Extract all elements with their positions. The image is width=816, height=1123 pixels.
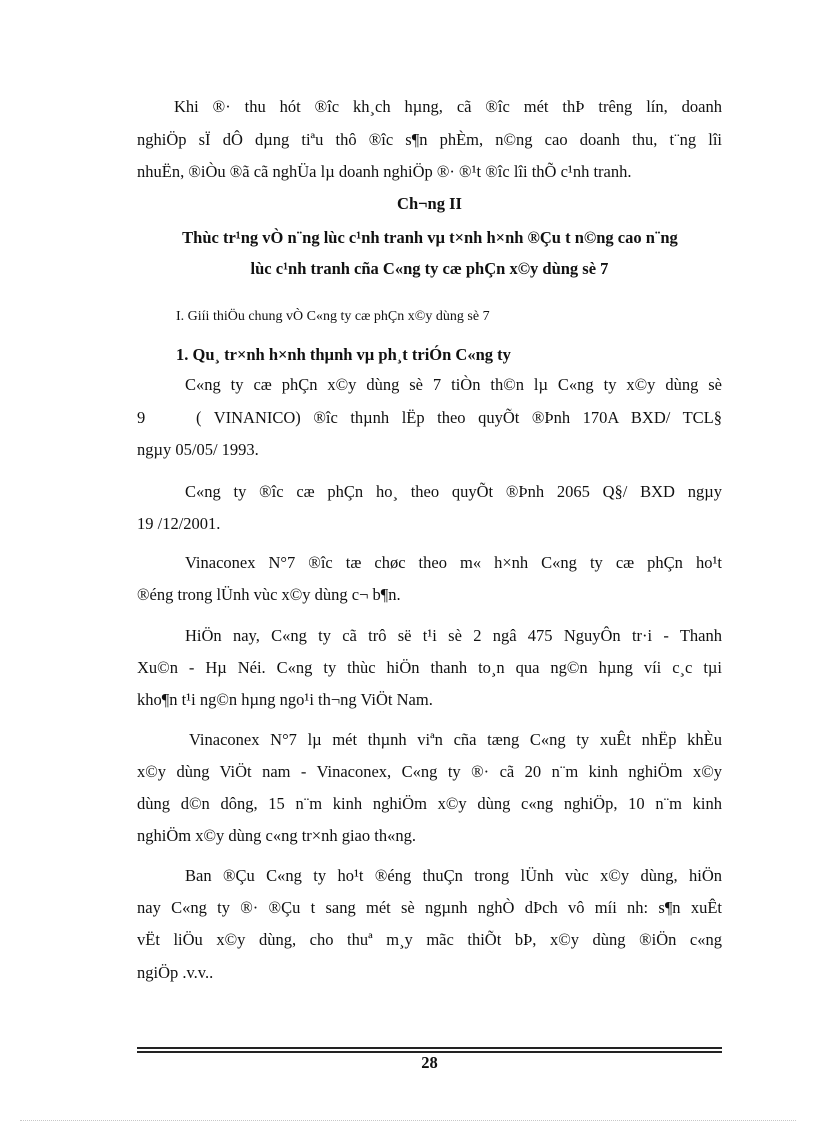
paragraph-1-line-2: nghiÖp sÏ dÔ dµng tiªu thô ®îc s¶n phÈm, n©ng cao doanh thu, t¨ng lîi: [137, 130, 722, 149]
paragraph-5-line-3: kho¶n t¹i ng©n hµng ngo¹i th¬ng ViÖt Nam.: [137, 690, 433, 709]
section-heading: I. Giíi thiÖu chung vÒ C«ng ty cæ phÇn x©y dùng sè 7: [176, 309, 490, 324]
paragraph-2-line-3: ngµy 05/05/ 1993.: [137, 440, 259, 459]
paragraph-2-line-1: C«ng ty cæ phÇn x©y dùng sè 7 tiÒn th©n lµ C«ng ty x©y dùng sè: [185, 375, 722, 394]
paragraph-6-line-4: nghiÖm x©y dùng c«ng tr×nh giao th«ng.: [137, 826, 416, 845]
paragraph-5-line-1: HiÖn nay, C«ng ty cã trô së t¹i sè 2 ngâ 475 NguyÔn tr·i - Thanh: [185, 626, 722, 645]
paragraph-2-line-2-number: 9: [137, 408, 146, 427]
page-number: 28: [421, 1053, 438, 1072]
paragraph-7-line-1: Ban ®Çu C«ng ty ho¹t ®éng thuÇn trong lÜnh vùc x©y dùng, hiÖn: [185, 866, 722, 885]
chapter-label: Ch¬ng II: [397, 194, 462, 213]
chapter-title-line-2: lùc c¹nh tranh cña C«ng ty cæ phÇn x©y dùng sè 7: [250, 259, 609, 278]
paragraph-6-line-3: dùng d©n dông, 15 n¨m kinh nghiÖm x©y dùng c«ng nghiÖp, 10 n¨m kinh: [137, 794, 722, 813]
footer-rule-top: [137, 1047, 722, 1049]
paragraph-4-line-2: ®éng trong lÜnh vùc x©y dùng c¬ b¶n.: [137, 585, 401, 604]
paragraph-1-line-1: Khi ®· thu hót ®îc kh¸ch hµng, cã ®îc mét thÞ trêng lín, doanh: [174, 97, 722, 116]
page-bottom-dotted-edge: [20, 1120, 796, 1121]
paragraph-7-line-3: vËt liÖu x©y dùng, cho thuª m¸y mãc thiÕt bÞ, x©y dùng ®iÖn c«ng: [137, 930, 722, 949]
chapter-title-line-1: Thùc tr¹ng vÒ n¨ng lùc c¹nh tranh vµ t×nh h×nh ®Çu t n©ng cao n¨ng: [182, 228, 678, 247]
paragraph-1-line-3: nhuËn, ®iÒu ®ã cã nghÜa lµ doanh nghiÖp ®· ®¹t ®îc lîi thÕ c¹nh tranh.: [137, 162, 632, 181]
paragraph-3-line-2: 19 /12/2001.: [137, 514, 221, 533]
paragraph-6-line-1: Vinaconex N°7 lµ mét thµnh viªn cña tæng C«ng ty xuÊt nhËp khÈu: [189, 730, 722, 749]
paragraph-6-line-2: x©y dùng ViÖt nam - Vinaconex, C«ng ty ®· cã 20 n¨m kinh nghiÖm x©y: [137, 762, 722, 781]
subsection-heading: 1. Qu¸ tr×nh h×nh thµnh vµ ph¸t triÓn C«ng ty: [176, 345, 511, 364]
paragraph-4-line-1: Vinaconex N°7 ®îc tæ chøc theo m« h×nh C«ng ty cæ phÇn ho¹t: [185, 553, 722, 572]
paragraph-7-line-2: nay C«ng ty ®· ®Çu t sang mét sè ngµnh nghÒ dÞch vô míi nh: s¶n xuÊt: [137, 898, 722, 917]
paragraph-2-line-2: ( VINANICO) ®îc thµnh lËp theo quyÕt ®Þnh 170A BXD/ TCL§: [196, 408, 722, 427]
paragraph-7-line-4: ngiÖp .v.v..: [137, 963, 214, 982]
paragraph-5-line-2: Xu©n - Hµ Néi. C«ng ty thùc hiÖn thanh to¸n qua ng©n hµng víi c¸c tµi: [137, 658, 722, 677]
paragraph-3-line-1: C«ng ty ®îc cæ phÇn ho¸ theo quyÕt ®Þnh 2065 Q§/ BXD ngµy: [185, 482, 722, 501]
